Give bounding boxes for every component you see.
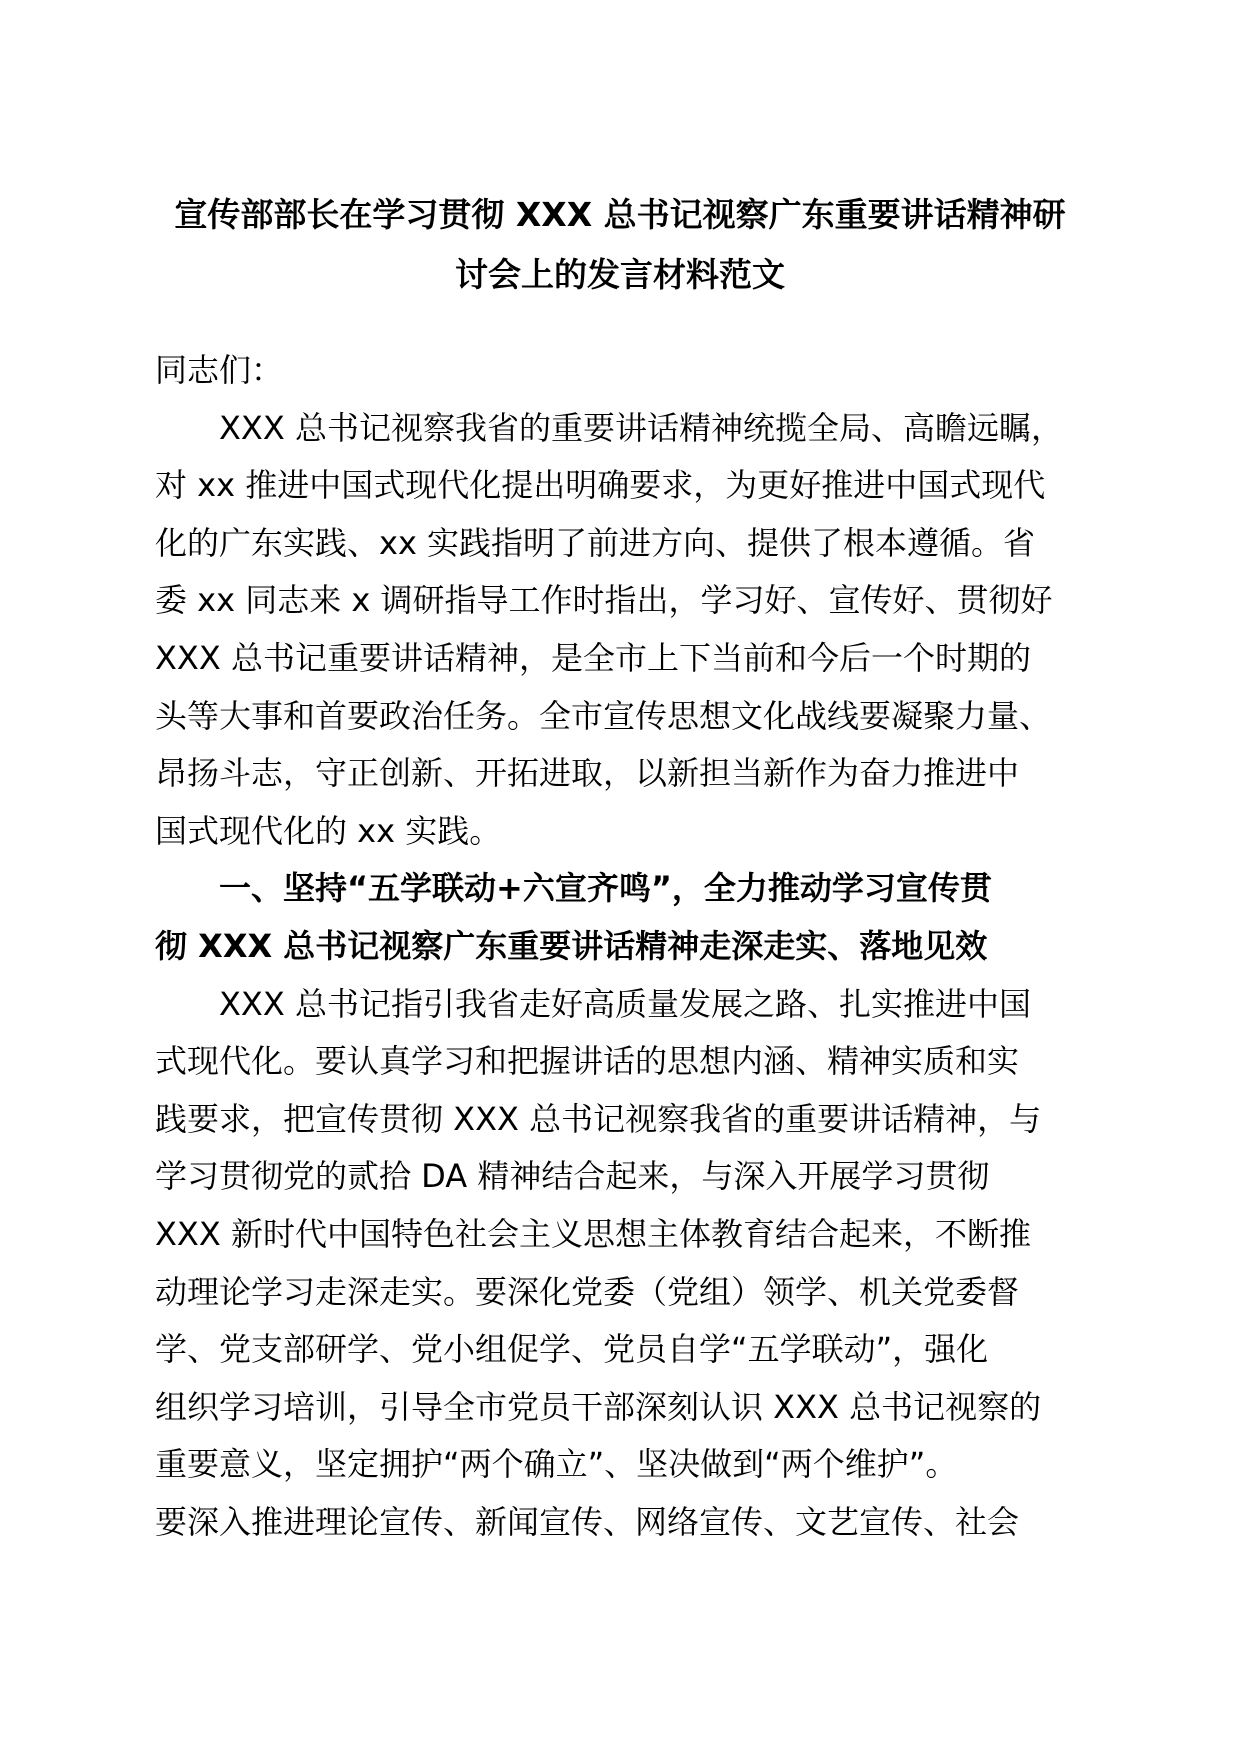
paragraph-line: 委 xx 同志来 x 调研指导工作时指出，学习好、宣传好、贯彻好 (155, 581, 1053, 620)
paragraph-line: 组织学习培训，引导全市党员干部深刻认识 XXX 总书记视察的 (155, 1387, 1042, 1426)
title-line: 讨会上的发言材料范文 (455, 255, 785, 294)
heading-line: 彻 XXX 总书记视察广东重要讲话精神走深走实、落地见效 (155, 926, 988, 965)
paragraph-line: 重要意义，坚定拥护“两个确立”、坚决做到“两个维护”。 (155, 1445, 958, 1484)
paragraph-line: 国式现代化的 xx 实践。 (155, 811, 502, 850)
paragraph-line: XXX 总书记重要讲话精神，是全市上下当前和今后一个时期的 (155, 638, 1031, 677)
section-heading-1 (155, 860, 1090, 975)
paragraph-line: XXX 总书记视察我省的重要讲话精神统揽全局、高瞻远瞩， (219, 408, 1063, 447)
paragraph-line: XXX 新时代中国特色社会主义思想主体教育结合起来，不断推 (155, 1214, 1031, 1253)
paragraph-line: 头等大事和首要政治任务。全市宣传思想文化战线要凝聚力量、 (155, 696, 1052, 735)
paragraph-line: 学习贯彻党的贰拾 DA 精神结合起来，与深入开展学习贯彻 (155, 1157, 990, 1196)
greeting: 同志们： (155, 351, 284, 389)
paragraph-line: 动理论学习走深走实。要深化党委（党组）领学、机关党委督 (155, 1272, 1020, 1311)
paragraph-line: 化的广东实践、xx 实践指明了前进方向、提供了根本遵循。省 (155, 523, 1036, 562)
paragraph-intro (155, 400, 1090, 861)
paragraph-line: 昂扬斗志，守正创新、开拓进取，以新担当新作为奋力推进中 (155, 754, 1020, 793)
paragraph-section-1 (155, 976, 1090, 1552)
paragraph-line: 要深入推进理论宣传、新闻宣传、网络宣传、文艺宣传、社会 (155, 1502, 1020, 1541)
document-title (140, 185, 1100, 305)
paragraph-line: 式现代化。要认真学习和把握讲话的思想内涵、精神实质和实 (155, 1042, 1020, 1081)
paragraph-line: XXX 总书记指引我省走好高质量发展之路、扎实推进中国 (219, 984, 1031, 1023)
heading-line: 一、坚持“五学联动+六宣齐鸣”，全力推动学习宣传贯 (219, 869, 992, 908)
document-body (155, 342, 1090, 1551)
title-line: 宣传部部长在学习贯彻 XXX 总书记视察广东重要讲话精神研 (174, 195, 1066, 234)
paragraph-line: 对 xx 推进中国式现代化提出明确要求，为更好推进中国式现代 (155, 466, 1046, 505)
paragraph-line: 学、党支部研学、党小组促学、党员自学“五学联动”，强化 (155, 1330, 989, 1369)
paragraph-line: 践要求，把宣传贯彻 XXX 总书记视察我省的重要讲话精神，与 (155, 1099, 1042, 1138)
